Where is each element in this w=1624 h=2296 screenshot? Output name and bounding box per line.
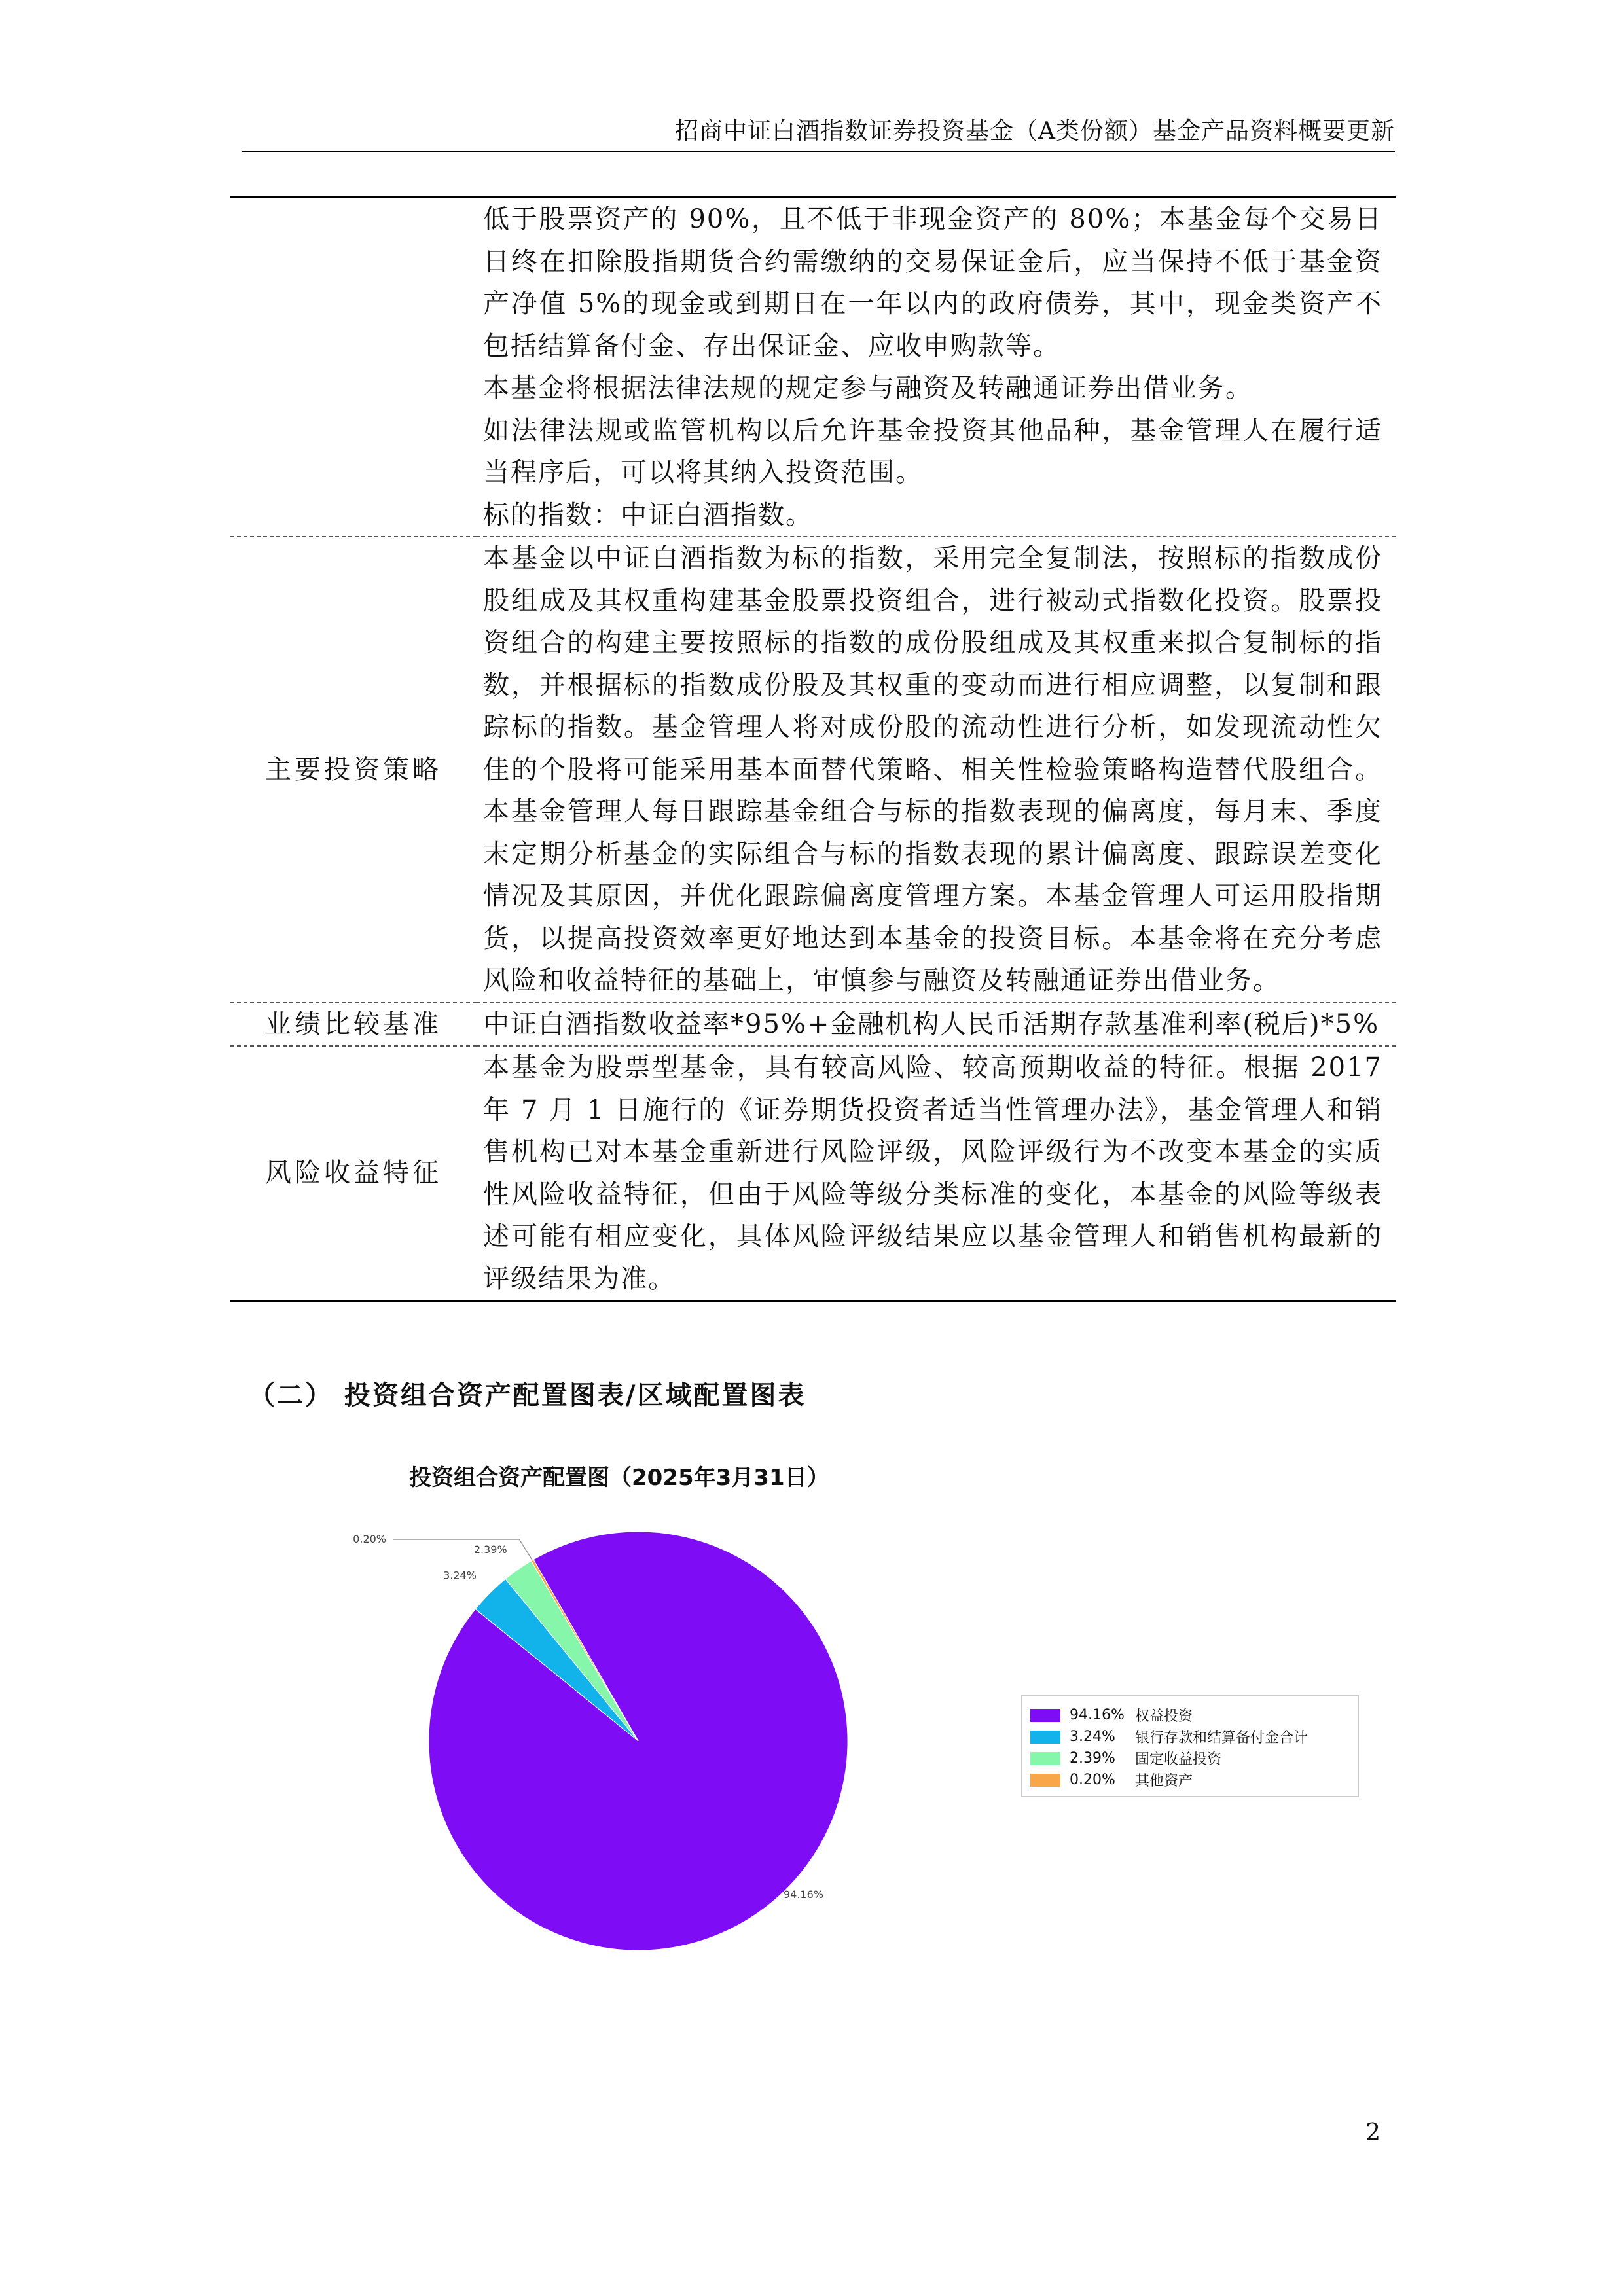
legend-swatch: [1030, 1774, 1060, 1787]
row-label: 风险收益特征: [265, 1158, 442, 1189]
row-content: [477, 1046, 1396, 1301]
paragraph: 本基金以中证白酒指数为标的指数，采用完全复制法，按照标的指数成份股组成及其权重构建基金股票投资组合，进行被动式指数化投资。股票投资组合的构建主要按照标的指数的成份股组成及其权重来拟合复制标的指数，并根据标的指数成份股及其权重的变动而进行相应调整，以复制和跟踪标的指数。基金管理人将对成份股的流动性进行分析，如发现流动性欠佳的个股将可能采用基本面替代策略、相关性检验策略构造替代股组合。本基金管理人每日跟踪基金组合与标的指数表现的偏离度，每月末、季度末定期分析基金的实际组合与标的指数表现的累计偏离度、跟踪误差变化情况及其原因，并优化跟踪偏离度管理方案。本基金管理人可运用股指期货，以提高投资效率更好地达到本基金的投资目标。本基金将在充分考虑风险和收益特征的基础上，审慎参与融资及转融通证券出借业务。: [483, 543, 1382, 996]
chart-title: 投资组合资产配置图（2025年3月31日）: [409, 1465, 829, 1491]
pie-leader-line: [393, 1539, 532, 1560]
legend-item: [1030, 1769, 1351, 1791]
table-row-benchmark: [230, 1003, 1396, 1047]
legend-label: 权益投资: [1135, 1708, 1193, 1725]
paragraph: 如法律法规或监管机构以后允许基金投资其他品种，基金管理人在履行适当程序后，可以将其纳入投资范围。: [483, 415, 1382, 488]
legend-percent: 2.39%: [1070, 1750, 1115, 1767]
row-label: 业绩比较基准: [265, 1009, 442, 1039]
row-content: [477, 198, 1396, 537]
legend-label: 固定收益投资: [1135, 1751, 1222, 1768]
paragraph: 中证白酒指数收益率*95%+金融机构人民币活期存款基准利率(税后)*5%: [483, 1009, 1380, 1039]
row-content: [477, 537, 1396, 1003]
fund-info-table: [230, 196, 1396, 1302]
legend-swatch: [1030, 1731, 1060, 1744]
legend-label: 其他资产: [1135, 1773, 1193, 1789]
table-row-investment-scope: [230, 198, 1396, 537]
legend-item: [1030, 1748, 1351, 1769]
header-rule: [242, 151, 1395, 152]
legend-swatch: [1030, 1752, 1060, 1765]
row-label: [230, 198, 477, 537]
pie-data-label: 94.16%: [783, 1888, 823, 1901]
legend-swatch: [1030, 1709, 1060, 1722]
row-content: [477, 1003, 1396, 1047]
legend-percent: 3.24%: [1070, 1729, 1115, 1745]
legend-label: 银行存款和结算备付金合计: [1135, 1730, 1308, 1746]
row-label: 主要投资策略: [265, 754, 442, 785]
legend-item: [1030, 1726, 1351, 1748]
pie-data-label: 3.24%: [443, 1569, 477, 1582]
paragraph: 低于股票资产的 90%，且不低于非现金资产的 80%；本基金每个交易日日终在扣除股指期货合约需缴纳的交易保证金后，应当保持不低于基金资产净值 5%的现金或到期日在一年以内的政府债券，其中，现金类资产不包括结算备付金、存出保证金、应收申购款等。: [483, 204, 1382, 361]
table-row-risk-return: [230, 1046, 1396, 1301]
legend-percent: 0.20%: [1070, 1772, 1115, 1788]
pie-data-label: 0.20%: [353, 1533, 386, 1545]
page-number: 2: [1365, 2119, 1380, 2146]
table-row-investment-strategy: [230, 537, 1396, 1003]
paragraph: 本基金为股票型基金，具有较高风险、较高预期收益的特征。根据 2017 年 7 月 1 日施行的《证券期货投资者适当性管理办法》，基金管理人和销售机构已对本基金重新进行风险评级，风险评级行为不改变本基金的实质性风险收益特征，但由于风险等级分类标准的变化，本基金的风险等级表述可能有相应变化，具体风险评级结果应以基金管理人和销售机构最新的评级结果为准。: [483, 1052, 1382, 1294]
pie-data-label: 2.39%: [473, 1543, 507, 1556]
legend-percent: 94.16%: [1070, 1707, 1125, 1723]
paragraph: 本基金将根据法律法规的规定参与融资及转融通证券出借业务。: [483, 373, 1253, 403]
document-header-title: 招商中证白酒指数证券投资基金（A类份额）基金产品资料概要更新: [675, 118, 1395, 145]
chart-legend: [1021, 1695, 1359, 1797]
paragraph: 标的指数：中证白酒指数。: [483, 499, 813, 530]
section-heading: （二） 投资组合资产配置图表/区域配置图表: [249, 1380, 806, 1410]
legend-item: [1030, 1704, 1351, 1726]
